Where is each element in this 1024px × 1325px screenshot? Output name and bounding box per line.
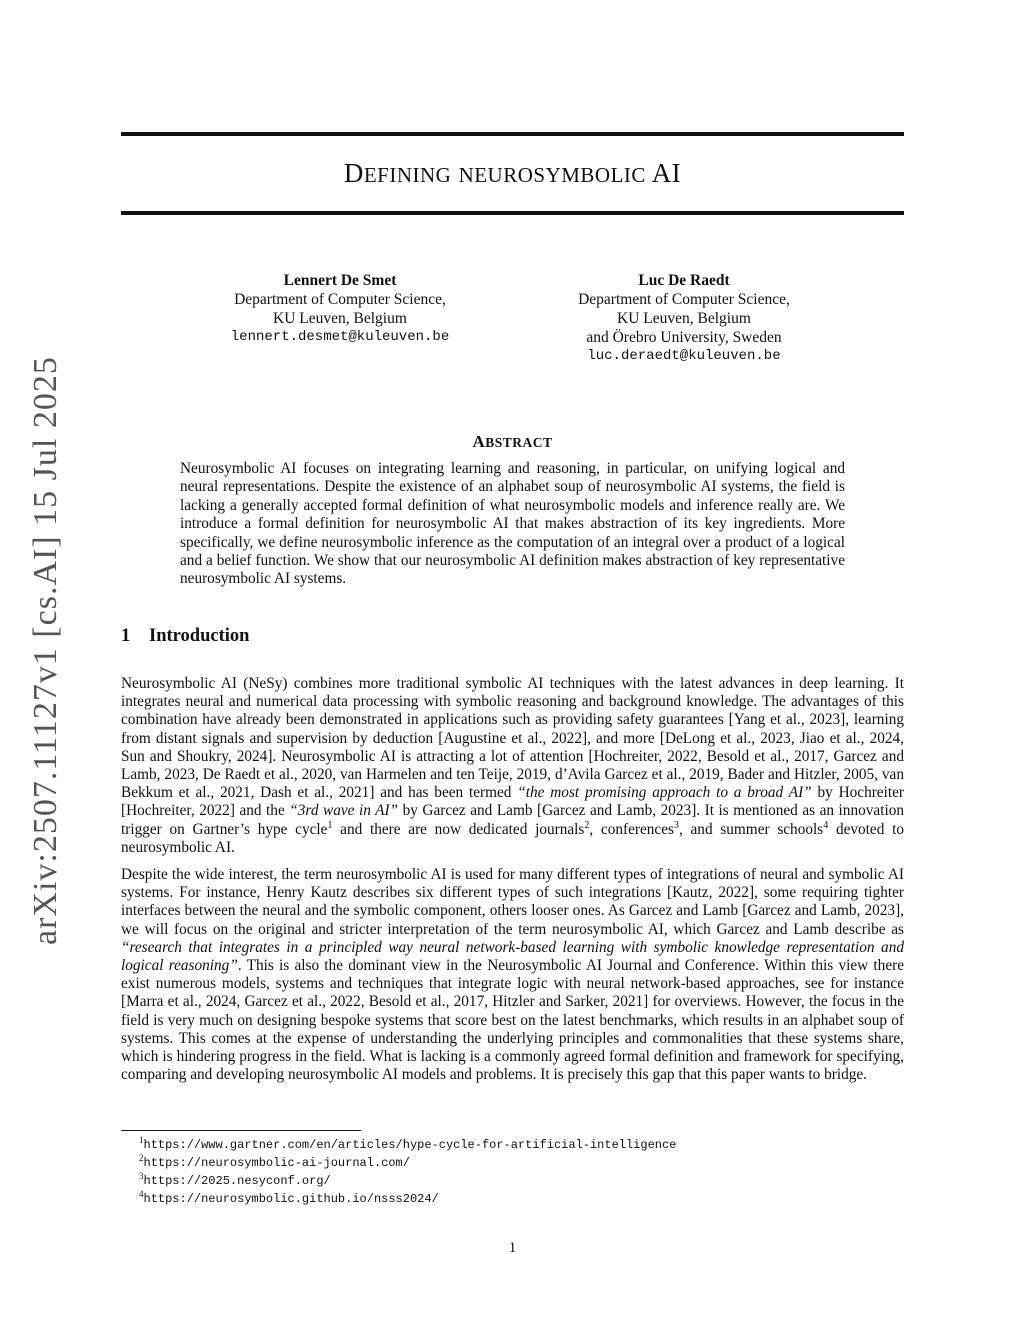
author-inst: KU Leuven, Belgium [617,310,751,327]
author-email[interactable]: luc.deraedt@kuleuven.be [587,348,781,364]
footnote-url[interactable]: https://neurosymbolic.github.io/nsss2024/ [143,1192,439,1206]
author-name: Luc De Raedt [638,272,730,289]
footnote-url[interactable]: https://neurosymbolic-ai-journal.com/ [143,1156,410,1170]
footnote-ref[interactable]: 4 [823,819,829,831]
footnote-ref[interactable]: 1 [327,819,333,831]
intro-paragraph: Neurosymbolic AI (NeSy) combines more traditional symbolic AI techniques with the latest advances in deep learning. It integrates neural and numerical data processing with symbolic reasoning and background knowledge. The advantages of this combination have already been demonstrated in applications such as providing safety guarantees [Yang et al., 2023], learning from distant signals and supervision by deduction [Augustine et al., 2022], and more [DeLong et al., 2023, Jiao et al., 2024, Sun and Shoukry, 2024]. Neurosymbolic AI is attracting a lot of attention [Hochreiter, 2022, Besold et al., 2017, Garcez and Lamb, 2023, De Raedt et al., 2020, van Harmelen and ten Teije, 2019, d’Avila Garcez et al., 2019, Bader and Hitzler, 2005, van Bekkum et al., 2021, Dash et al., 2021] and has been termed “the most promising approach to a broad AI” by Hochreiter [Hochreiter, 2022] and the “3rd wave in AI” by Garcez and Lamb [Garcez and Lamb, 2023]. It is mentioned as an innovation trigger on Gartner’s hype cycle$^1$ and there are now dedicated journals$^2$, conferences$^3$, and summer schools$^4$ devoted to neurosymbolic AI. [121,675,904,856]
footnote-ref[interactable]: 2 [584,819,590,831]
author-block [190,271,490,347]
author-email[interactable]: lennert.desmet@kuleuven.be [230,329,450,345]
arxiv-stamp: arXiv:2507.11127v1 [cs.AI] 15 Jul 2025 [27,356,64,945]
footnote-ref[interactable]: 3 [673,819,679,831]
paper-title: DEFINING NEUROSYMBOLIC AI [343,158,682,188]
abstract-heading: ABSTRACT [472,432,553,451]
section-heading [121,626,249,647]
author-extra-affiliation: and Örebro University, Sweden [586,329,782,346]
quote: “research that integrates in a principled way neural network-based learning with symbolic knowledge representation and logical reasoning” [121,938,904,975]
title-rule-bottom [121,211,904,215]
footnote-url[interactable]: https://www.gartner.com/en/articles/hype-cycle-for-artificial-intelligence [143,1138,677,1152]
abstract-text: Neurosymbolic AI focuses on integrating learning and reasoning, in particular, on unifying logical and neural representations. Despite the existence of an alphabet soup of neurosymbolic AI systems, the field is lacking a generally accepted formal definition of what neurosymbolic models and inference really are. We introduce a formal definition for neurosymbolic AI that makes abstraction of its key ingredients. More specifically, we define neurosymbolic inference as the computation of an integral over a product of a logical and a belief function. We show that our neurosymbolic AI definition makes abstraction of key representative neurosymbolic AI systems. [180,460,845,588]
author-dept: Department of Computer Science, [234,291,446,308]
author-block [534,271,834,366]
footnote-url[interactable]: https://2025.nesyconf.org/ [143,1174,331,1188]
section-title: Introduction [149,626,250,646]
author-dept: Department of Computer Science, [578,291,790,308]
page-number: 1 [508,1240,517,1256]
title-rule-top [121,132,904,136]
footnote: $^1$https://www.gartner.com/en/articles/hype-cycle-for-artificial-intelligence [139,1135,677,1152]
footnotes [139,1136,676,1208]
section-number: 1 [121,626,131,646]
intro-paragraph: Despite the wide interest, the term neurosymbolic AI is used for many different types of integrations of neural and symbolic AI systems. For instance, Henry Kautz describes six different types of such integrations [Kautz, 2022], some requiring tighter interfaces between the neural and the symbolic component, others looser ones. As Garcez and Lamb [Garcez and Lamb, 2023], we will focus on the original and stricter interpretation of the term neurosymbolic AI, which Garcez and Lamb describe as “research that integrates in a principled way neural network-based learning with symbolic knowledge representation and logical reasoning”. This is also the dominant view in the Neurosymbolic AI Journal and Conference. Within this view there exist numerous models, systems and techniques that integrate logic with neural network-based approaches, see for instance [Marra et al., 2024, Garcez et al., 2022, Besold et al., 2017, Hitzler and Sarker, 2021] for overviews. However, the focus in the field is very much on designing bespoke systems that score best on the latest benchmarks, which results in an alphabet soup of systems. This comes at the expense of understanding the underlying principles and commonalities that these systems share, which is hindering progress in the field. What is lacking is a commonly agreed formal definition and framework for specifying, comparing and developing neurosymbolic AI models and problems. It is precisely this gap that this paper wants to bridge. [121,866,904,1084]
footnote: $^4$https://neurosymbolic.github.io/nsss2024/ [139,1189,439,1206]
author-name: Lennert De Smet [283,272,397,289]
quote: “3rd wave in AI” [289,802,399,820]
quote: “the most promising approach to a broad AI” [517,784,812,802]
footnote: $^3$https://2025.nesyconf.org/ [139,1171,331,1188]
footnote: $^2$https://neurosymbolic-ai-journal.com/ [139,1153,410,1170]
footnote-rule [121,1130,361,1131]
author-inst: KU Leuven, Belgium [273,310,407,327]
